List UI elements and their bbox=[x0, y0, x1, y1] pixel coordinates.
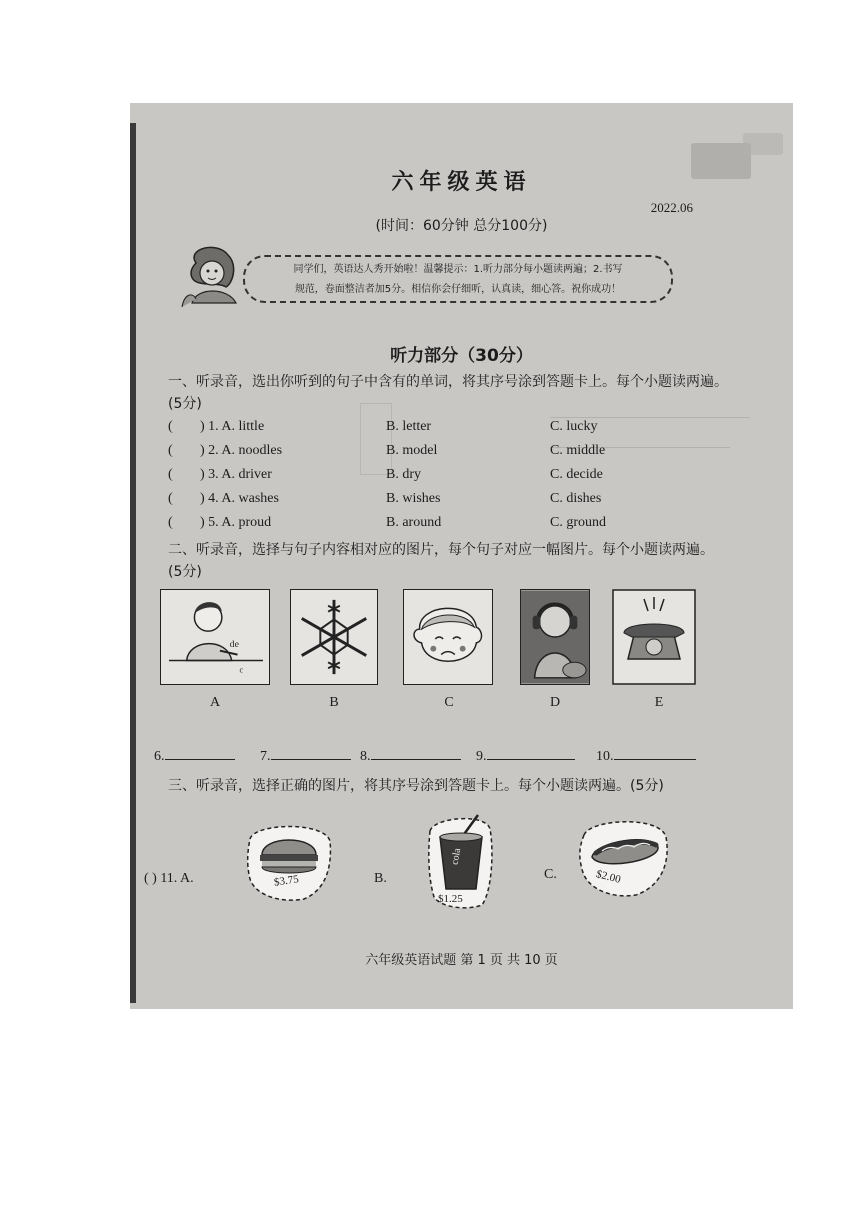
option-b: B. wishes bbox=[386, 491, 441, 506]
option-c: C. lucky bbox=[550, 419, 598, 434]
answer-blank-7[interactable] bbox=[260, 747, 351, 765]
cartoon-girl-icon bbox=[178, 243, 248, 313]
answer-blank-9[interactable] bbox=[476, 747, 575, 765]
tips-line-2: 规范，卷面整洁者加5分。相信你会仔细听，认真读，细心答。祝你成功！ bbox=[294, 284, 622, 295]
tips-bubble bbox=[243, 255, 673, 303]
blank-line[interactable] bbox=[271, 747, 351, 760]
blank-number: 7. bbox=[260, 749, 271, 764]
option-b: B. dry bbox=[386, 467, 421, 482]
answer-paren: ( bbox=[168, 467, 173, 482]
question-row bbox=[168, 491, 768, 513]
price-cola: $1.25 bbox=[438, 893, 463, 905]
question-row bbox=[168, 419, 768, 441]
picture-b-snowflake bbox=[290, 589, 378, 685]
svg-text:de: de bbox=[229, 638, 239, 650]
option-c-label: C. bbox=[544, 867, 557, 882]
picture-c-crying-face bbox=[403, 589, 493, 685]
blank-number: 8. bbox=[360, 749, 371, 764]
answer-paren: ( bbox=[168, 515, 173, 530]
hamburger-option bbox=[244, 819, 334, 903]
option-a: ) 1. A. little bbox=[200, 419, 265, 434]
listening-heading: 听力部分（30分） bbox=[390, 346, 533, 366]
price-hotdog: $2.00 bbox=[594, 868, 622, 886]
option-b-label-row bbox=[374, 871, 404, 893]
option-c: C. middle bbox=[550, 443, 606, 458]
blank-line[interactable] bbox=[487, 747, 575, 760]
picture-label: C bbox=[444, 695, 454, 710]
blank-number: 9. bbox=[476, 749, 487, 764]
option-b: B. model bbox=[386, 443, 438, 458]
blank-line[interactable] bbox=[165, 747, 235, 760]
answer-paren: ( bbox=[168, 443, 173, 458]
part3-title: 三、听录音，选择正确的图片，将其序号涂到答题卡上。每个小题读两遍。(5分) bbox=[168, 778, 664, 794]
blank-number: 6. bbox=[154, 749, 165, 764]
picture-label: B bbox=[329, 695, 339, 710]
option-c-label-row bbox=[544, 867, 574, 889]
picture-label: D bbox=[549, 695, 561, 710]
option-a: ) 5. A. proud bbox=[200, 515, 272, 530]
tips-line-1: 同学们，英语达人秀开始啦！温馨提示：1.听力部分每小题读两遍；2.书写 bbox=[293, 264, 623, 275]
hotdog-option bbox=[576, 813, 670, 899]
picture-label: E bbox=[654, 695, 664, 710]
exam-date: 2022.06 bbox=[650, 200, 693, 215]
option-c: C. decide bbox=[550, 467, 603, 482]
answer-blank-6[interactable] bbox=[154, 747, 235, 765]
redacted-area bbox=[743, 133, 783, 155]
option-b: B. letter bbox=[386, 419, 432, 434]
page-edge-shadow bbox=[130, 123, 136, 1003]
option-a: ) 4. A. washes bbox=[200, 491, 279, 506]
blank-line[interactable] bbox=[614, 747, 696, 760]
part1-title: 一、听录音，选出你听到的句子中含有的单词，将其序号涂到答题卡上。每个小题读两遍。(5分) bbox=[168, 374, 728, 412]
question-row bbox=[168, 443, 768, 465]
exam-paper bbox=[130, 103, 793, 1009]
exam-time-info: (时间：60分钟 总分100分) bbox=[375, 218, 548, 234]
option-a: ) 3. A. driver bbox=[200, 467, 272, 482]
blank-number: 10. bbox=[596, 749, 614, 764]
picture-label: A bbox=[209, 695, 221, 710]
option-a: ) 2. A. noodles bbox=[200, 443, 283, 458]
exam-title: 六年级英语 bbox=[391, 169, 532, 195]
svg-text:c: c bbox=[239, 665, 243, 675]
blank-line[interactable] bbox=[371, 747, 461, 760]
cola-option bbox=[426, 811, 496, 911]
page-footer: 六年级英语试题 第 1 页 共 10 页 bbox=[365, 953, 558, 968]
option-b: B. around bbox=[386, 515, 442, 530]
answer-blank-8[interactable] bbox=[360, 747, 461, 765]
answer-blank-10[interactable] bbox=[596, 747, 696, 765]
picture-d-girl-headphones bbox=[520, 589, 590, 685]
answer-paren: ( bbox=[168, 419, 173, 434]
cola-label: cola bbox=[449, 847, 464, 866]
answer-paren: ( bbox=[168, 491, 173, 506]
option-b-label: B. bbox=[374, 871, 387, 886]
option-c: C. dishes bbox=[550, 491, 602, 506]
part2-title: 二、听录音，选择与句子内容相对应的图片，每个句子对应一幅图片。每个小题读两遍。(5分) bbox=[168, 542, 714, 580]
option-c: C. ground bbox=[550, 515, 606, 530]
question-row bbox=[168, 467, 768, 489]
question-row bbox=[168, 515, 768, 537]
picture-e-telephone bbox=[612, 589, 696, 685]
question-11-label: ( ) 11. A. bbox=[144, 871, 194, 886]
picture-a-boy-writing bbox=[160, 589, 270, 685]
price-hamburger: $3.75 bbox=[273, 873, 300, 889]
